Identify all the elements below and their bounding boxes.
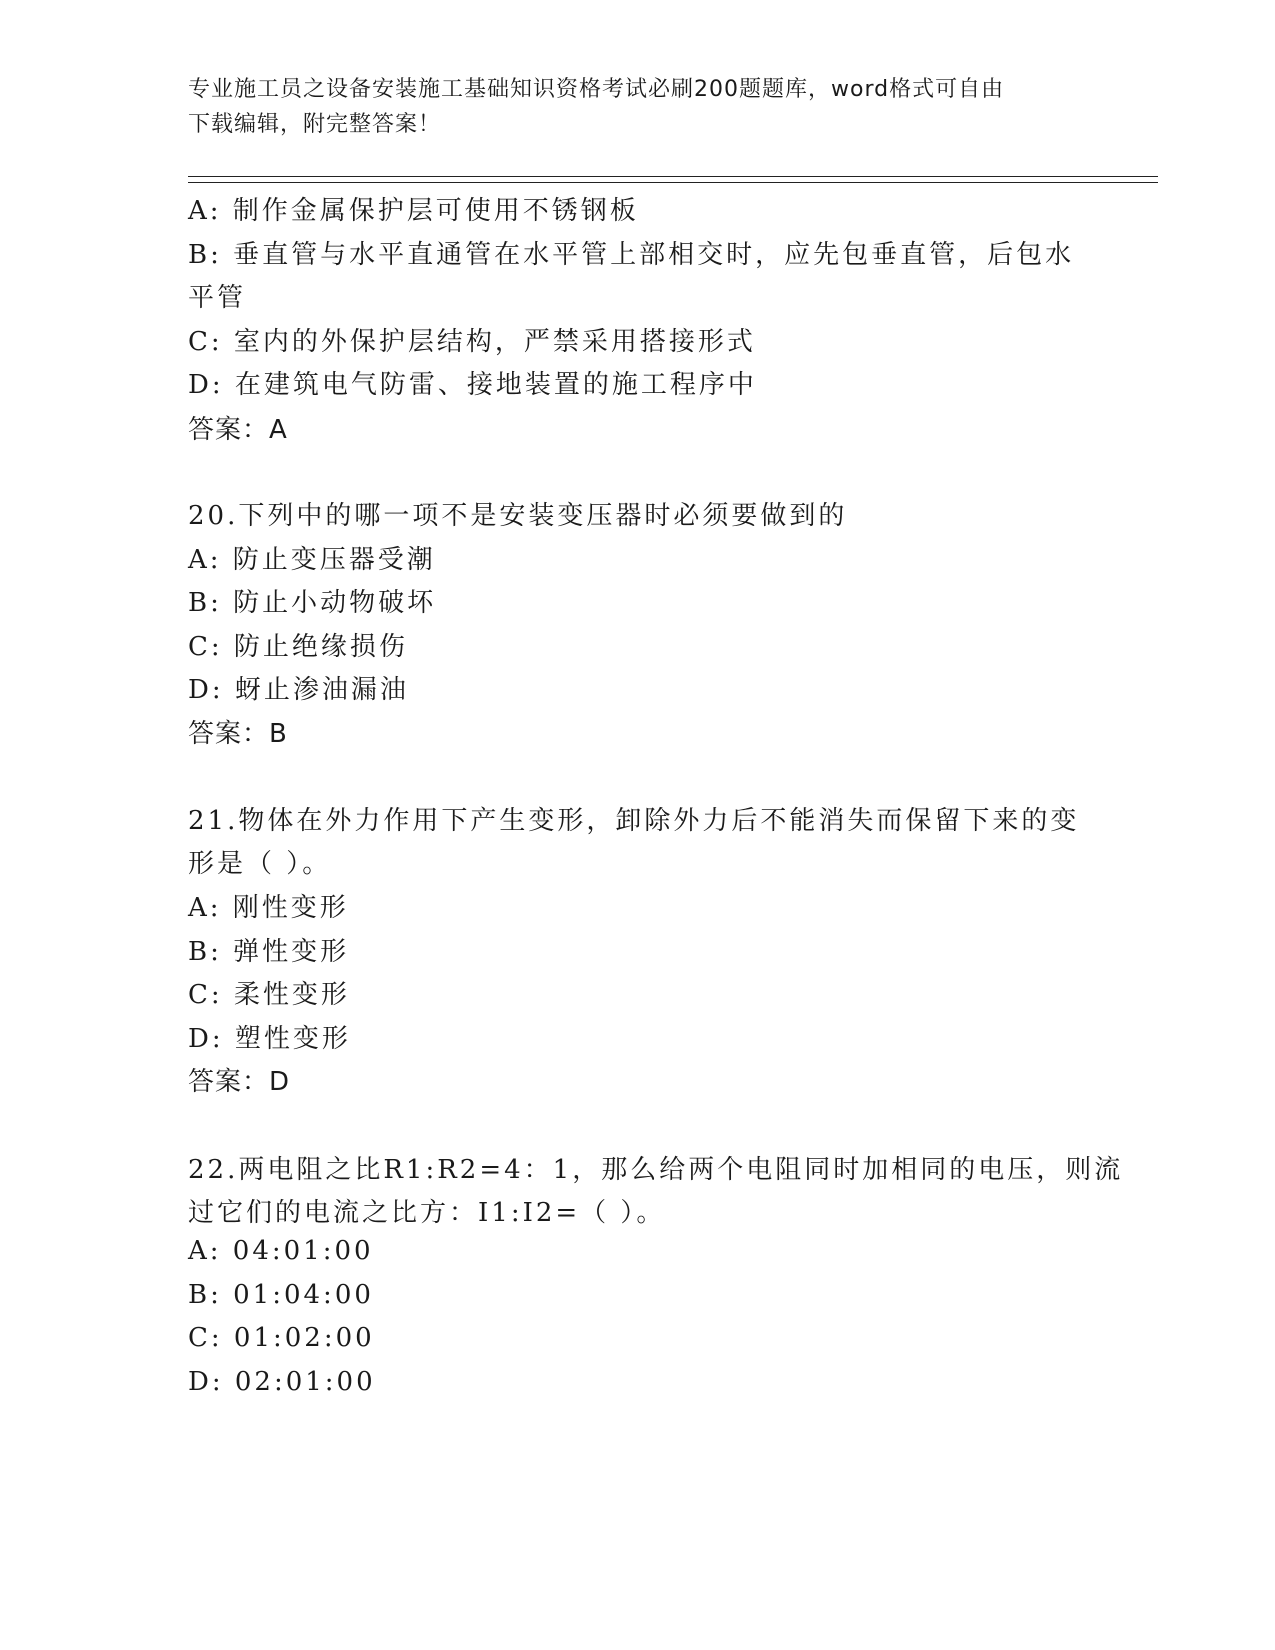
question-stem-line-2: 形是（ ）。 xyxy=(188,849,332,879)
option-b: B: 01:04:00 xyxy=(188,1280,374,1310)
header-divider-bottom xyxy=(188,182,1158,183)
option-c: C: 01:02:00 xyxy=(188,1323,375,1353)
header-line-2: 下载编辑，附完整答案！ xyxy=(188,112,442,137)
answer: 答案：D xyxy=(188,1067,291,1097)
option-c: C: 室内的外保护层结构，严禁采用搭接形式 xyxy=(188,327,756,357)
option-d: D: 在建筑电气防雷、接地装置的施工程序中 xyxy=(188,370,757,400)
question-stem-line-1: 22.两电阻之比R1:R2=4：1，那么给两个电阻同时加相同的电压，则流 xyxy=(188,1155,1124,1185)
answer: 答案：A xyxy=(188,415,288,445)
option-d: D: 02:01:00 xyxy=(188,1367,376,1397)
option-a: A: 刚性变形 xyxy=(188,893,349,923)
answer: 答案：B xyxy=(188,719,288,749)
option-d: D: 塑性变形 xyxy=(188,1024,351,1054)
option-b: B: 弹性变形 xyxy=(188,937,350,967)
question-stem-line-2: 过它们的电流之比方：I1:I2=（ ）。 xyxy=(188,1198,666,1228)
question-stem-line-1: 21.物体在外力作用下产生变形，卸除外力后不能消失而保留下来的变 xyxy=(188,806,1080,836)
option-c: C: 防止绝缘损伤 xyxy=(188,632,408,662)
question-stem: 20.下列中的哪一项不是安装变压器时必须要做到的 xyxy=(188,501,848,531)
option-a: A: 04:01:00 xyxy=(188,1236,374,1266)
option-c: C: 柔性变形 xyxy=(188,980,350,1010)
document-header xyxy=(188,72,1068,142)
header-divider-top xyxy=(188,176,1158,177)
header-line-1: 专业施工员之设备安装施工基础知识资格考试必刷200题题库，word格式可自由 xyxy=(188,77,1005,102)
option-b: B: 防止小动物破坏 xyxy=(188,588,437,618)
option-a: A: 防止变压器受潮 xyxy=(188,545,436,575)
option-b-line-1: B: 垂直管与水平直通管在水平管上部相交时，应先包垂直管，后包水 xyxy=(188,240,1075,270)
option-d: D: 蚜止渗油漏油 xyxy=(188,675,409,705)
option-a: A: 制作金属保护层可使用不锈钢板 xyxy=(188,196,639,226)
option-b-line-2: 平管 xyxy=(188,283,247,313)
